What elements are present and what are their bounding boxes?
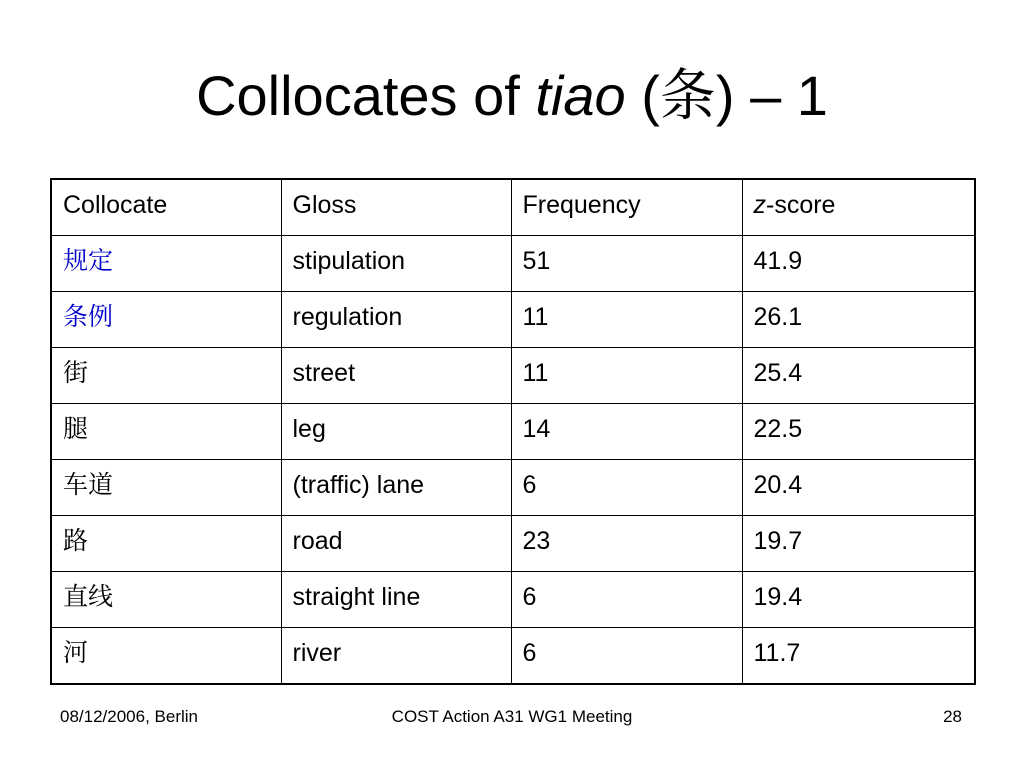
cell-zscore: 25.4 [742,348,975,404]
cell-frequency: 51 [511,236,742,292]
cell-frequency: 6 [511,460,742,516]
cell-zscore: 19.7 [742,516,975,572]
header-zscore-z: z [753,191,766,219]
cell-collocate: 河 [51,628,281,685]
cell-collocate: 条例 [51,292,281,348]
cell-gloss: straight line [281,572,511,628]
table-body [51,236,975,685]
header-zscore-rest: -score [766,191,836,219]
header-frequency: Frequency [511,179,742,236]
cell-frequency: 11 [511,292,742,348]
header-gloss: Gloss [281,179,511,236]
cell-frequency: 14 [511,404,742,460]
cell-gloss: street [281,348,511,404]
table-row [51,516,975,572]
cell-zscore: 41.9 [742,236,975,292]
header-zscore [742,179,975,236]
cell-gloss: river [281,628,511,685]
footer-event: COST Action A31 WG1 Meeting [391,707,633,726]
slide-number: 28 [943,707,962,726]
table-header-row [51,179,975,236]
table-row [51,460,975,516]
cell-collocate: 腿 [51,404,281,460]
cell-gloss: leg [281,404,511,460]
cell-gloss: stipulation [281,236,511,292]
title-prefix: Collocates of [196,64,536,127]
cell-zscore: 11.7 [742,628,975,685]
cell-collocate: 车道 [51,460,281,516]
title-suffix: (条) – 1 [625,64,828,127]
cell-frequency: 23 [511,516,742,572]
cell-frequency: 11 [511,348,742,404]
cell-collocate: 路 [51,516,281,572]
footer-date-location: 08/12/2006, Berlin [60,707,198,726]
cell-gloss: (traffic) lane [281,460,511,516]
collocates-table [50,178,976,685]
cell-zscore: 22.5 [742,404,975,460]
cell-zscore: 26.1 [742,292,975,348]
table-row [51,572,975,628]
table-row [51,348,975,404]
cell-frequency: 6 [511,628,742,685]
cell-zscore: 20.4 [742,460,975,516]
table-row [51,628,975,685]
title-italic-word: tiao [535,64,626,127]
slide-title [0,62,1024,130]
header-collocate: Collocate [51,179,281,236]
cell-gloss: regulation [281,292,511,348]
cell-collocate: 规定 [51,236,281,292]
cell-gloss: road [281,516,511,572]
cell-collocate: 街 [51,348,281,404]
cell-frequency: 6 [511,572,742,628]
table-row [51,292,975,348]
cell-collocate: 直线 [51,572,281,628]
table-row [51,236,975,292]
cell-zscore: 19.4 [742,572,975,628]
table-row [51,404,975,460]
